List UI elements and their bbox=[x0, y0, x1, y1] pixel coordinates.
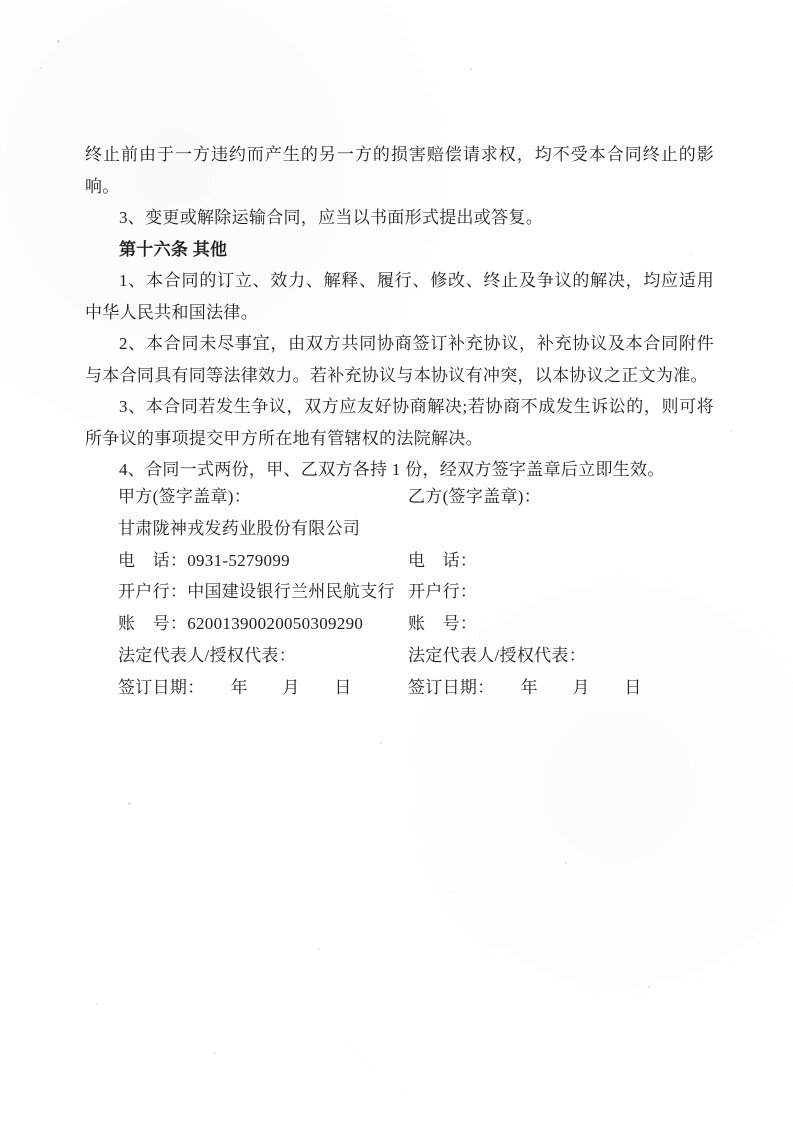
section-heading-article-16: 第十六条 其他 bbox=[119, 239, 228, 259]
contract-body bbox=[85, 139, 714, 486]
scan-speck bbox=[128, 802, 131, 805]
scan-speck bbox=[690, 253, 692, 255]
clause-change-or-cancel: 3、变更或解除运输合同，应当以书面形式提出或答复。 bbox=[119, 208, 543, 227]
party-a-bank: 开户行：中国建设银行兰州民航支行 bbox=[118, 582, 395, 602]
clause-governing-law: 1、本合同的订立、效力、解释、履行、修改、终止及争议的解决，均应适用中华人民共和国法律。 bbox=[85, 271, 714, 322]
party-b-label: 乙方(签字盖章)： bbox=[408, 487, 542, 506]
scan-speck bbox=[565, 862, 567, 864]
party-a-signature-column bbox=[118, 481, 408, 704]
party-b-account: 账 号： bbox=[408, 614, 478, 634]
party-a-representative: 法定代表人/授权代表： bbox=[118, 645, 297, 665]
party-b-bank: 开户行： bbox=[408, 582, 478, 602]
scan-speck bbox=[380, 742, 382, 744]
party-a-account: 账 号：62001390020050309290 bbox=[118, 614, 364, 634]
clause-dispute-resolution: 3、本合同若发生争议，双方应友好协商解决;若协商不成发生诉讼的，则可将所争议的事项提交甲方所在地有管辖权的法院解决。 bbox=[85, 397, 714, 448]
party-b-phone: 电 话： bbox=[408, 550, 478, 570]
party-b-representative: 法定代表人/授权代表： bbox=[408, 645, 587, 665]
scan-speck bbox=[648, 986, 650, 988]
party-a-label: 甲方(签字盖章)： bbox=[118, 487, 252, 506]
party-b-signature-column bbox=[408, 481, 708, 704]
scan-speck bbox=[96, 1003, 98, 1005]
scan-speck bbox=[214, 1052, 216, 1054]
scan-speck bbox=[730, 430, 732, 432]
scan-speck bbox=[40, 67, 42, 69]
party-a-date: 签订日期： 年 月 日 bbox=[118, 677, 352, 697]
scan-speck bbox=[318, 948, 320, 950]
party-b-date: 签订日期： 年 月 日 bbox=[408, 677, 642, 697]
clause-supplementary-agreement: 2、本合同未尽事宜，由双方共同协商签订补充协议，补充协议及本合同附件与本合同具有同等法律效力。若补充协议与本协议有冲突，以本协议之正文为准。 bbox=[85, 334, 714, 385]
party-a-company: 甘肃陇神戎发药业股份有限公司 bbox=[118, 518, 361, 538]
clause-counterparts: 4、合同一式两份，甲、乙双方各持 1 份，经双方签字盖章后立即生效。 bbox=[119, 460, 665, 479]
party-a-phone: 电 话：0931-5279099 bbox=[118, 550, 290, 570]
party-b-company-blank bbox=[408, 513, 708, 545]
scan-speck bbox=[57, 40, 60, 43]
scan-speck bbox=[470, 68, 472, 70]
paragraph-continuation: 终止前由于一方违约而产生的另一方的损害赔偿请求权，均不受本合同终止的影响。 bbox=[85, 145, 714, 196]
